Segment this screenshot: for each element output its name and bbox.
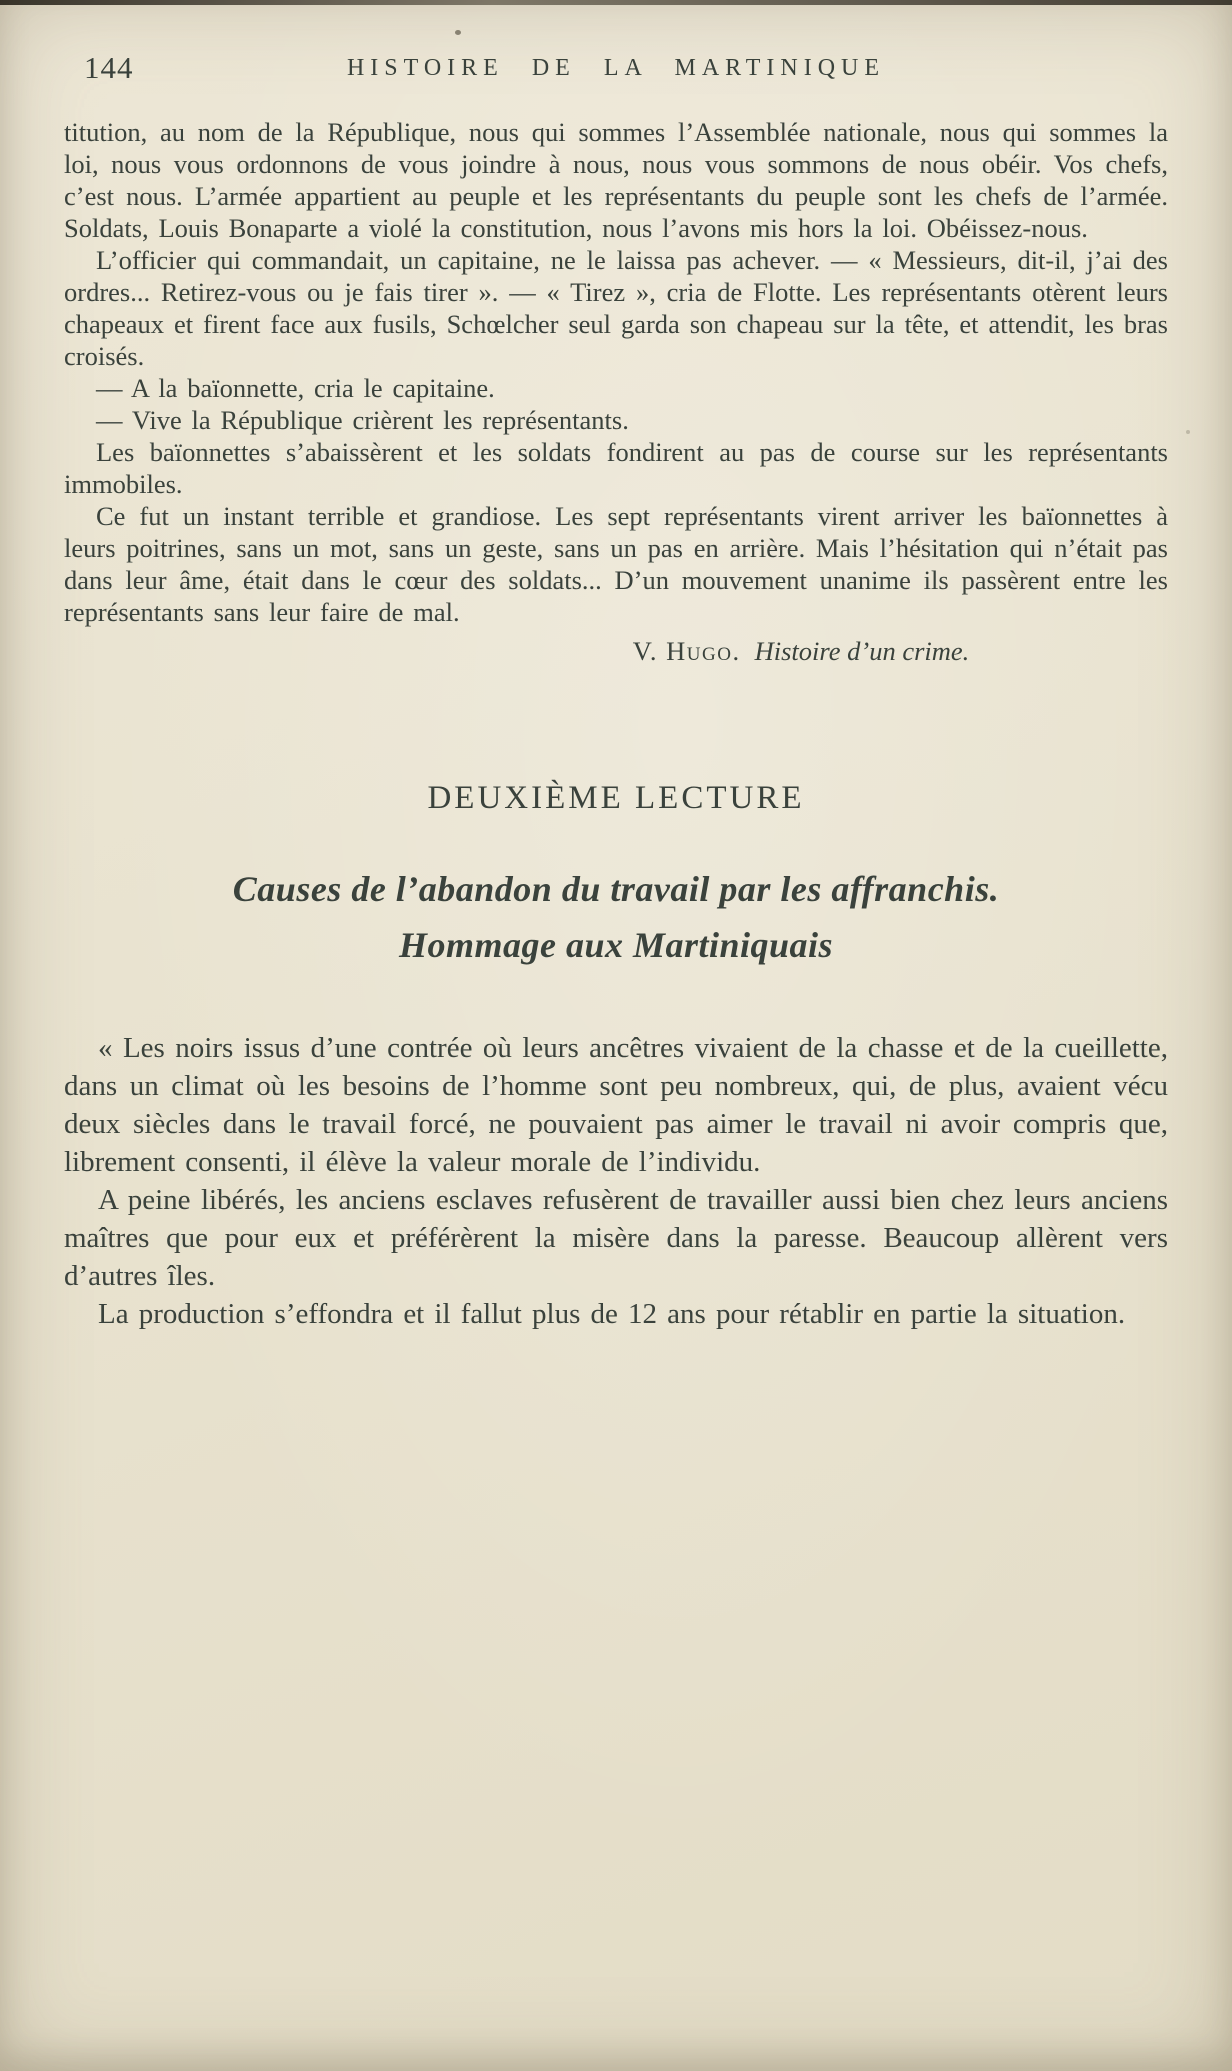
excerpt-paragraph: — A la baïonnette, cria le capitaine.: [96, 373, 495, 403]
section-title-line-2: Hommage aux Martiniquais: [398, 925, 834, 965]
page-number: 144: [84, 50, 134, 85]
page-header: [64, 50, 1168, 90]
attribution-work-title: Histoire d’un crime.: [754, 636, 970, 666]
excerpt-section: [64, 116, 1168, 668]
lecture-paragraph: La production s’effondra et il fallut plus de 12 ans pour rétablir en partie la situation.: [98, 1298, 1126, 1330]
scan-edge: [0, 0, 1232, 5]
lecture-body: [64, 1029, 1168, 1333]
section-title: [64, 861, 1168, 973]
section-title-line-1: Causes de l’abandon du travail par les affranchis.: [232, 869, 1000, 909]
excerpt-paragraph: Ce fut un instant terrible et grandiose. Les sept représentants virent arriver les baïonnettes à leurs poitrines, sans un mot, sans un geste, sans un pas en arrière. Mais l’hésitation qui n’était pas dans leur âme, était dans le cœur des soldats... D’un mouvement unanime ils passèrent entre les représentants sans leur faire de mal.: [64, 501, 1168, 627]
excerpt-paragraph: L’officier qui commandait, un capitaine, ne le laissa pas achever. — « Messieurs, dit-il, j’ai des ordres... Retirez-vous ou je fais tirer ». — « Tirez », cria de Flotte. Les représentants otèrent leurs chapeaux et firent face aux fusils, Schœlcher seul garda son chapeau sur la tête, et attendit, les bras croisés.: [64, 245, 1168, 371]
paper-speck: [1186, 430, 1190, 434]
excerpt-paragraph: titution, au nom de la République, nous qui sommes l’Assemblée nationale, nous qui sommes la loi, nous vous ordonnons de vous joindre à nous, nous vous sommons de nous obéir. Vos chefs, c’est nous. L’armée appartient au peuple et les représentants du peuple sont les chefs de l’armée. Soldats, Louis Bonaparte a violé la constitution, nous l’avons mis hors la loi. Obéissez-nous.: [64, 117, 1168, 243]
excerpt-paragraph: — Vive la République crièrent les représentants.: [96, 405, 629, 435]
attribution-author: V. Hugo.: [632, 636, 741, 666]
excerpt-paragraph: Les baïonnettes s’abaissèrent et les soldats fondirent au pas de course sur les représentants immobiles.: [64, 437, 1168, 499]
section-heading: DEUXIÈME LECTURE: [427, 780, 805, 816]
running-title: HISTOIRE DE LA MARTINIQUE: [346, 55, 886, 81]
attribution-line: [64, 634, 1168, 668]
lecture-paragraph: A peine libérés, les anciens esclaves refusèrent de travailler aussi bien chez leurs anciens maîtres que pour eux et préférèrent la misère dans la paresse. Beaucoup allèrent vers d’autres îles.: [64, 1184, 1168, 1292]
lecture-paragraph: « Les noirs issus d’une contrée où leurs ancêtres vivaient de la chasse et de la cueillette, dans un climat où les besoins de l’homme sont peu nombreux, qui, de plus, avaient vécu deux siècles dans le travail forcé, ne pouvaient pas aimer le travail ni avoir compris que, librement consenti, il élève la valeur morale de l’individu.: [64, 1032, 1168, 1178]
paper-speck: [455, 30, 461, 35]
